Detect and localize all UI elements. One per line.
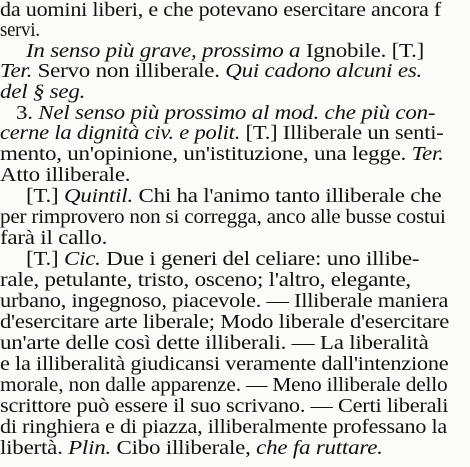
- text-line: [16, 103, 435, 124]
- text-segment: per rimprovero non si corregga, anco alle busse costui: [0, 206, 446, 228]
- text-segment: scrittore può essere il suo scrivano. — Certi liberali: [0, 395, 449, 417]
- text-line: [0, 270, 411, 291]
- text-line: [0, 61, 422, 82]
- text-line: [0, 165, 130, 186]
- text-line: [26, 41, 424, 62]
- italic-text-segment: In senso più grave, prossimo a: [26, 40, 306, 62]
- text-line: [26, 249, 419, 270]
- text-segment: Due i generi del celiare: uno illibe-: [100, 248, 420, 270]
- text-segment: farà il callo.: [0, 227, 108, 249]
- text-line: [0, 438, 383, 459]
- text-segment: Chi ha l'animo tanto illiberale che: [132, 185, 442, 207]
- text-line: [0, 144, 444, 165]
- text-line: [26, 186, 441, 207]
- text-segment: servi.: [0, 19, 40, 41]
- text-segment: f: [433, 0, 442, 21]
- italic-text-segment: Qui cadono alcuni es.: [225, 60, 423, 82]
- text-segment: Atto illiberale.: [0, 164, 131, 186]
- text-segment: libertà.: [0, 437, 69, 459]
- text-segment: [T.] Illiberale un senti-: [240, 122, 444, 144]
- text-segment: Servo non illiberale.: [32, 60, 226, 82]
- italic-text-segment: Cic.: [63, 248, 101, 270]
- italic-text-segment: Nel senso più prossimo al mod. che più con-: [38, 102, 436, 124]
- italic-text-segment: Ter.: [411, 143, 444, 165]
- text-line: [0, 333, 429, 354]
- text-segment: da uomini liberi, e che potevano esercitare ancora: [0, 0, 434, 21]
- italic-text-segment: cerne la dignità civ. e polit.: [0, 122, 241, 144]
- text-line: [0, 375, 447, 396]
- text-line: [0, 291, 448, 312]
- text-line: [0, 354, 448, 375]
- text-segment: [T.]: [26, 185, 64, 207]
- text-line: [0, 417, 447, 438]
- text-segment: un'arte delle così dette illiberali. — La liberalità: [0, 332, 429, 354]
- italic-text-segment: del § seg.: [0, 81, 86, 103]
- text-segment: 3.: [16, 102, 39, 124]
- text-segment: di ringhiera e di piazza, illiberalmente professano la: [0, 416, 447, 438]
- text-segment: rale, petulante, tristo, osceno; l'altro, elegante,: [0, 269, 411, 291]
- italic-text-segment: Ter.: [0, 60, 33, 82]
- text-segment: urbano, ingegnoso, piacevole. — Illiberale maniera: [0, 290, 449, 312]
- text-segment: d'esercitare arte liberale; Modo liberale d'esercitare: [0, 311, 450, 333]
- text-line: [0, 123, 444, 144]
- text-segment: Cibo illiberale,: [111, 437, 257, 459]
- text-segment: mento, un'opinione, un'istituzione, una legge.: [0, 143, 412, 165]
- text-line: [0, 207, 446, 228]
- text-line: [0, 396, 448, 417]
- text-segment: Ignobile. [T.]: [305, 40, 425, 62]
- text-segment: morale, non dalle apparenze. — Meno illiberale dello: [0, 374, 448, 396]
- text-segment: e la illiberalità giudicansi veramente dall'intenzione: [0, 353, 449, 375]
- italic-text-segment: Plin.: [68, 437, 112, 459]
- text-line: [0, 20, 40, 41]
- italic-text-segment: Quintil.: [63, 185, 133, 207]
- text-line: [0, 312, 449, 333]
- text-line: [0, 0, 441, 21]
- text-line: [0, 228, 107, 249]
- italic-text-segment: che fa ruttare.: [256, 437, 383, 459]
- text-line: [0, 82, 85, 103]
- text-segment: [T.]: [26, 248, 64, 270]
